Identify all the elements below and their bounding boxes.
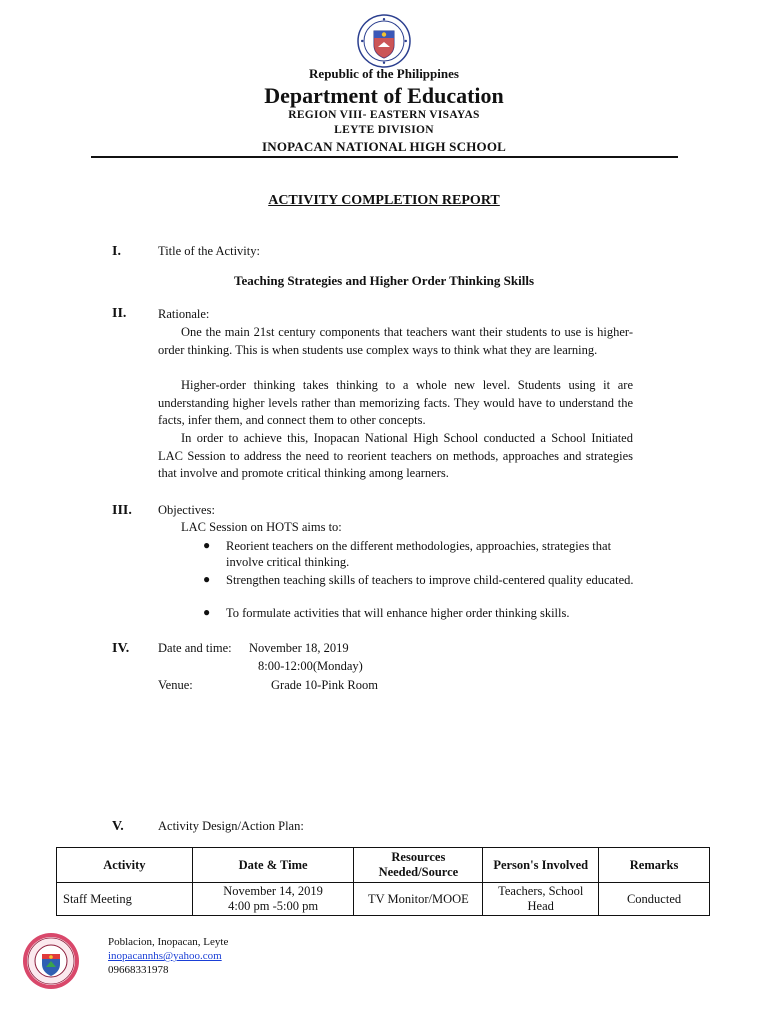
table-row	[57, 883, 710, 916]
table-cell-activity: Staff Meeting	[57, 883, 193, 916]
section-3-label: Objectives:	[158, 503, 215, 517]
section-3-number: III.	[112, 503, 132, 518]
table-header-cell: Activity	[57, 848, 193, 883]
venue-label: Venue:	[158, 678, 193, 692]
table-header-row	[57, 848, 710, 883]
footer-phone: 09668331978	[108, 964, 169, 976]
bullet-icon: ●	[203, 572, 211, 586]
department-heading: Department of Education	[264, 83, 504, 108]
table-cell-date-time	[192, 883, 354, 916]
table-cell-date: November 14, 2019	[223, 884, 323, 898]
footer-email-link[interactable]: inopacannhs@yahoo.com	[108, 950, 222, 962]
objective-item-3: To formulate activities that will enhance higher order thinking skills.	[226, 606, 570, 620]
section-5-number: V.	[112, 819, 124, 834]
activity-title: Teaching Strategies and Higher Order Thinking Skills	[233, 273, 535, 288]
table-cell-persons: Teachers, School Head	[483, 883, 599, 916]
division-heading: LEYTE DIVISION	[334, 124, 434, 136]
footer-address: Poblacion, Inopacan, Leyte	[108, 936, 229, 948]
table-cell-resources: TV Monitor/MOOE	[354, 883, 483, 916]
section-2-label: Rationale:	[158, 307, 210, 321]
objective-item-1: Reorient teachers on the different methodologies, approachies, strategies that involve critical thinking.	[226, 539, 612, 569]
table-header-cell: Remarks	[599, 848, 710, 883]
section-2-number: II.	[112, 306, 127, 321]
bullet-icon: ●	[203, 538, 211, 552]
activity-time: 8:00-12:00(Monday)	[258, 659, 363, 673]
activity-date: November 18, 2019	[249, 641, 349, 655]
bullet-icon: ●	[203, 605, 211, 619]
rationale-paragraph-1: One the main 21st century components that teachers want their students to use is higher-order thinking. This is when students use complex ways to think what they are learning.	[158, 325, 633, 357]
date-label: Date and time:	[158, 641, 232, 655]
table-cell-time: 4:00 pm -5:00 pm	[228, 899, 319, 913]
rationale-paragraph-3: In order to achieve this, Inopacan National High School conducted a School Initiated LAC Session to address the need to reorient teachers on methods, approaches and strategies that involve and promote critical thinking among learners.	[158, 431, 633, 480]
section-1-number: I.	[112, 244, 121, 259]
school-heading: INOPACAN NATIONAL HIGH SCHOOL	[261, 139, 507, 154]
rationale-paragraph-2: Higher-order thinking takes thinking to a whole new level. Students using it are understanding higher levels rather than memorizing facts. They would have to understand the facts, infer them, and connect them to other concepts.	[158, 378, 633, 427]
section-4-number: IV.	[112, 641, 130, 656]
objectives-intro: LAC Session on HOTS aims to:	[181, 520, 342, 534]
table-header-cell: Resources Needed/Source	[354, 848, 483, 883]
section-1-label: Title of the Activity:	[158, 244, 260, 258]
table-cell-remarks: Conducted	[599, 883, 710, 916]
venue-value: Grade 10-Pink Room	[271, 678, 378, 692]
republic-heading: Republic of the Philippines	[309, 66, 459, 81]
region-heading: REGION VIII- EASTERN VISAYAS	[288, 109, 480, 121]
table-header-cell: Person's Involved	[483, 848, 599, 883]
header-divider	[91, 156, 678, 158]
deped-seal-icon	[357, 14, 411, 68]
action-plan-table	[56, 847, 710, 916]
section-5-label: Activity Design/Action Plan:	[158, 819, 304, 833]
objective-item-2: Strengthen teaching skills of teachers to improve child-centered quality educated.	[226, 573, 634, 587]
report-title: ACTIVITY COMPLETION REPORT	[268, 193, 500, 208]
table-header-cell: Date & Time	[192, 848, 354, 883]
school-logo-icon	[22, 932, 80, 990]
